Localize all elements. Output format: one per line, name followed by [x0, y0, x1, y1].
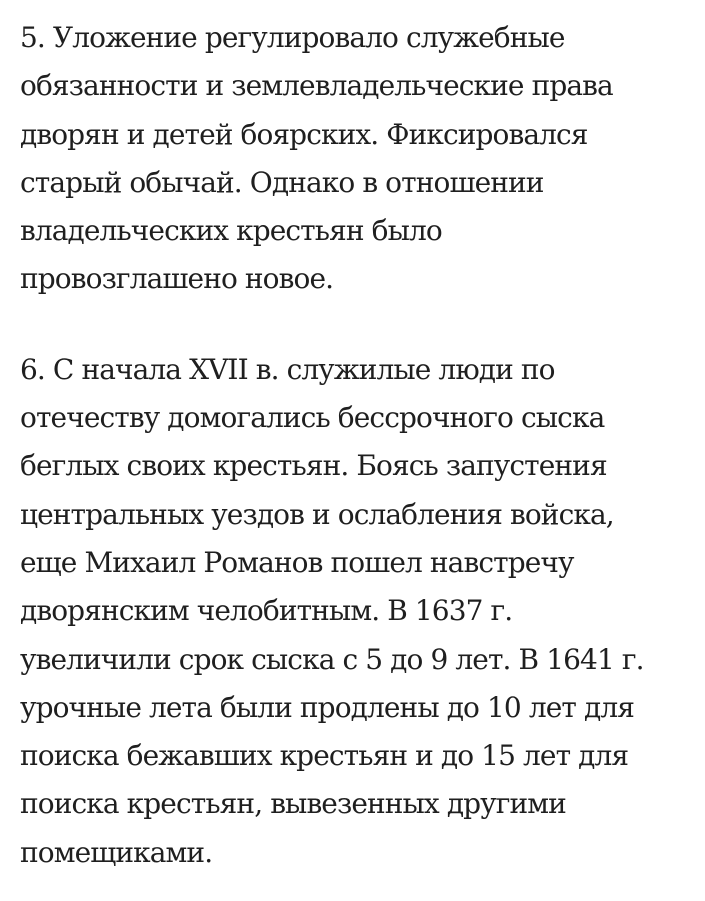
text-line: поиска крестьян, вывезенных другими — [20, 787, 566, 821]
document-body — [20, 14, 700, 877]
text-line: владельческих крестьян было — [20, 214, 442, 248]
text-line: поиска бежавших крестьян и до 15 лет для — [20, 739, 629, 773]
text-line: 5. Уложение регулировало служебные — [20, 21, 565, 54]
paragraph-spacer — [20, 304, 700, 346]
text-line: старый обычай. Однако в отношении — [20, 165, 544, 199]
paragraph-5 — [20, 14, 700, 304]
text-line: центральных уездов и ослабления войска, — [20, 497, 614, 531]
text-line: обязанности и землевладельческие права — [20, 69, 613, 103]
paragraph-6 — [20, 346, 700, 877]
text-line: 6. С начала XVII в. служилые люди по — [20, 352, 555, 386]
text-line: еще Михаил Романов пошел навстречу — [20, 545, 574, 579]
text-line: дворян и детей боярских. Фиксировался — [20, 117, 588, 151]
text-line: дворянским челобитным. В 1637 г. — [20, 594, 513, 628]
text-line: урочные лета были продлены до 10 лет для — [20, 690, 634, 724]
text-line: отечеству домогались бессрочного сыска — [20, 401, 605, 435]
text-line: провозглашено новое. — [20, 262, 334, 296]
text-line: беглых своих крестьян. Боясь запустения — [20, 449, 607, 483]
text-line: помещиками. — [20, 835, 213, 869]
text-line: увеличили срок сыска с 5 до 9 лет. В 1641 г. — [20, 642, 644, 676]
